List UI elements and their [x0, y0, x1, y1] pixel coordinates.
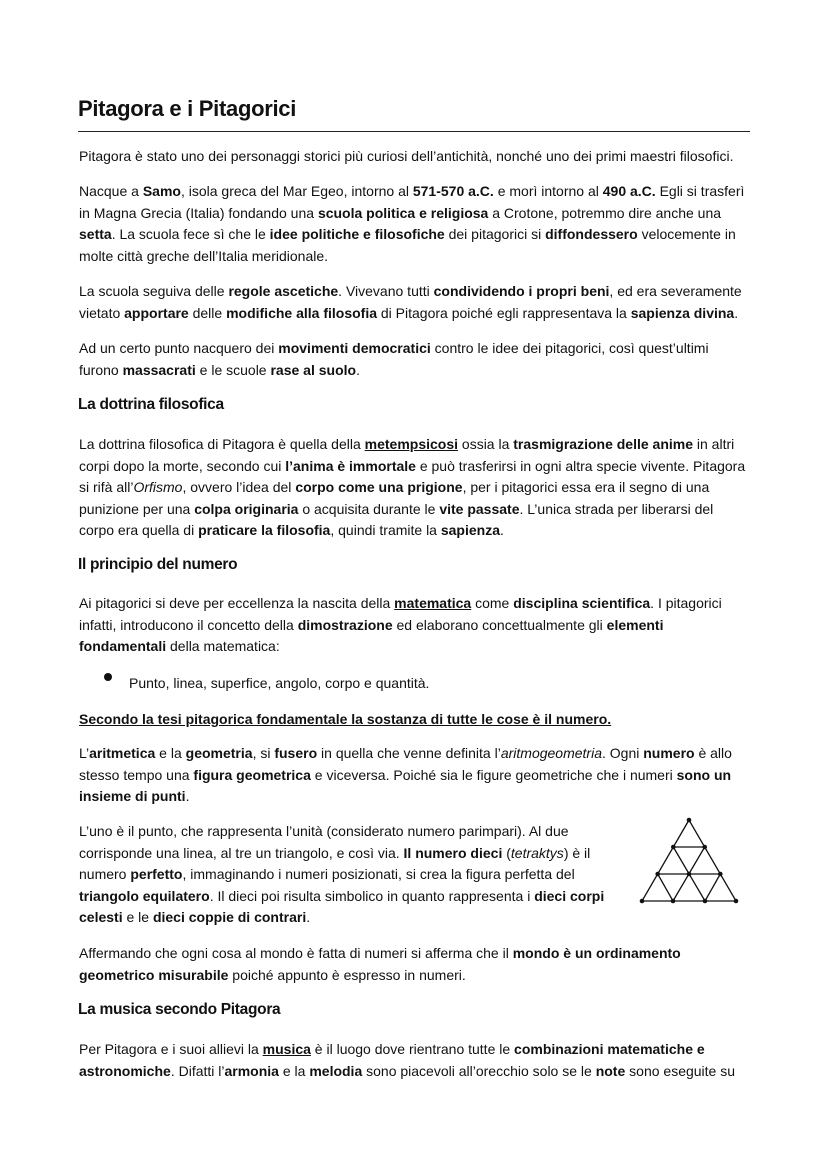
list-item-elements: Punto, linea, superfice, angolo, corpo e quantità.	[129, 675, 430, 691]
paragraph-biography: Nacque a Samo, isola greca del Mar Egeo, intorno al 571-570 a.C. e morì intorno al 490 a.C. Egli si trasferì in Magna Grecia (Italia) fondando una scuola politica e religiosa a Crotone, potremmo dire anche una setta. La scuola fece sì che le idee politiche e filosofiche dei pitagorici si diffondessero velocemente in molte città greche dell’Italia meridionale.	[79, 183, 745, 264]
tetraktys-point	[655, 872, 660, 877]
tetraktys-line	[705, 874, 720, 901]
section-heading-doctrine: La dottrina filosofica	[78, 396, 224, 413]
tetraktys-line	[658, 874, 673, 901]
title-underline	[78, 131, 750, 132]
paragraph-democratic-movements: Ad un certo punto nacquero dei movimenti democratici contro le idee dei pitagorici, così quest’ultimi furono massacrati e le scuole rase al suolo.	[79, 340, 709, 378]
paragraph-geometric-world: Affermando che ogni cosa al mondo è fatta di numeri si afferma che il mondo è un ordinamento geometrico misurabile poiché appunto è espresso in numeri.	[79, 945, 681, 983]
tetraktys-point	[687, 818, 692, 823]
paragraph-arithmogeometry: L’aritmetica e la geometria, si fusero in quella che venne definita l’aritmogeometria. Ogni numero è allo stesso tempo una figura geometrica e viceversa. Poiché sia le figure geometriche che i numeri sono un insieme di punti.	[79, 745, 732, 804]
tetraktys-point	[671, 899, 676, 904]
page-title: Pitagora e i Pitagorici	[78, 96, 297, 121]
tetraktys-point	[640, 899, 645, 904]
paragraph-mathematics: Ai pitagorici si deve per eccellenza la nascita della matematica come disciplina scientifica. I pitagorici infatti, introducono il concetto della dimostrazione ed elaborano concettualmente gli elementi fondamentali della matematica:	[79, 595, 722, 654]
paragraph-intro: Pitagora è stato uno dei personaggi storici più curiosi dell’antichità, nonché uno dei primi maestri filosofici.	[79, 148, 734, 164]
section-heading-music: La musica secondo Pitagora	[78, 1001, 281, 1018]
bullet-dot	[104, 673, 112, 681]
tetraktys-point	[703, 899, 708, 904]
paragraph-doctrine: La dottrina filosofica di Pitagora è quella della metempsicosi ossia la trasmigrazione delle anime in altri corpi dopo la morte, secondo cui l’anima è immortale e può trasferirsi in ogni altra specie vivente. Pitagora si rifà all’Orfismo, ovvero l’idea del corpo come una prigione, per i pitagorici essa era il segno di una punizione per una colpa originaria o acquisita durante le vite passate. L’unica strada per liberarsi del corpo era quella di praticare la filosofia, quindi tramite la sapienza.	[79, 436, 746, 538]
paragraph-music: Per Pitagora e i suoi allievi la musica è il luogo dove rientrano tutte le combinazioni matematiche e astronomiche. Difatti l’armonia e la melodia sono piacevoli all’orecchio solo se le note sono eseguite su	[79, 1041, 736, 1079]
tetraktys-point	[687, 872, 692, 877]
paragraph-school-rules: La scuola seguiva delle regole ascetiche. Vivevano tutti condividendo i propri beni, ed era severamente vietato apportare delle modifiche alla filosofia di Pitagora poiché egli rappresentava la sapienza divina.	[79, 283, 742, 321]
tetraktys-point	[671, 845, 676, 850]
tetraktys-point	[718, 872, 723, 877]
tetraktys-point	[702, 845, 707, 850]
tetraktys-diagram	[636, 815, 742, 907]
thesis-statement: Secondo la tesi pitagorica fondamentale la sostanza di tutte le cose è il numero.	[79, 711, 612, 727]
tetraktys-outer-triangle	[642, 820, 736, 901]
tetraktys-point	[734, 899, 739, 904]
section-heading-number: Il principio del numero	[78, 556, 238, 573]
paragraph-tetraktys: L’uno è il punto, che rappresenta l’unità (considerato numero parimpari). Al due corrisponde una linea, al tre un triangolo, e così via. Il numero dieci (tetraktys) è il numero perfetto, immaginando i numeri posizionati, si crea la figura perfetta del triangolo equilatero. Il dieci poi risulta simbolico in quanto rappresenta i dieci corpi celesti e le dieci coppie di contrari.	[79, 823, 605, 925]
